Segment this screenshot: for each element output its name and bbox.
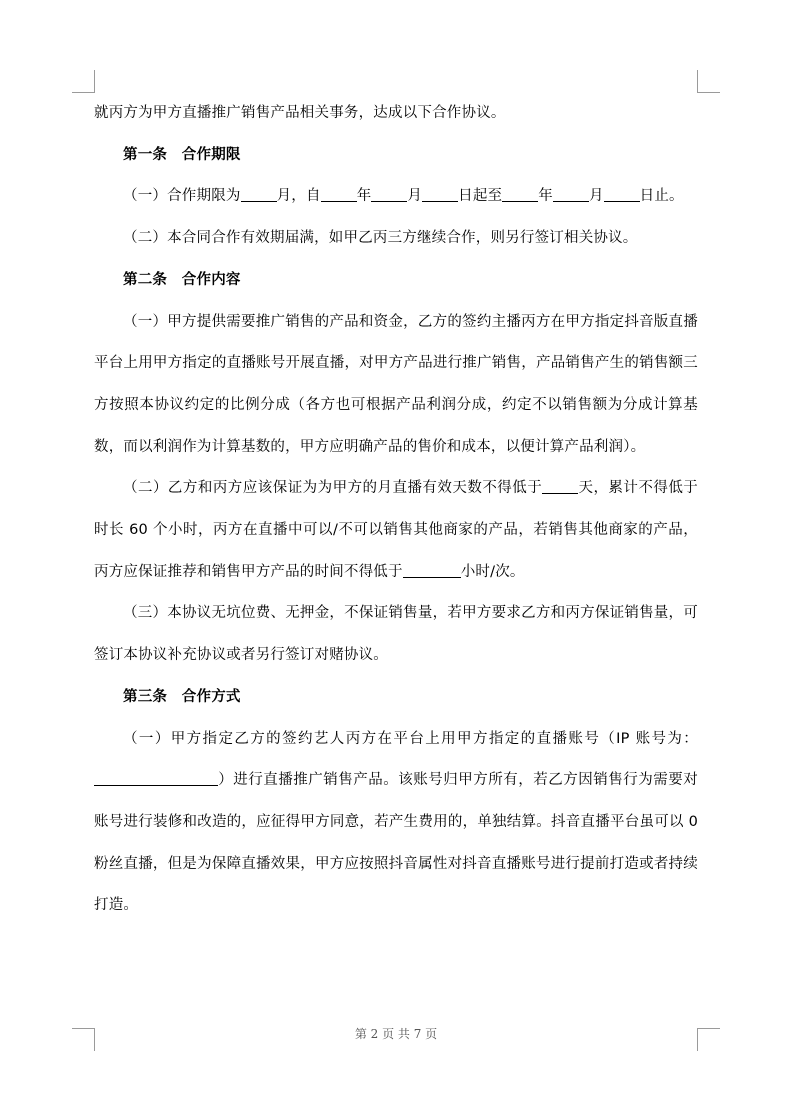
heading-article-3: 第三条 合作方式 — [123, 688, 241, 705]
fill-blank — [553, 185, 589, 202]
paragraph-content-1: （一）甲方提供需要推广销售的产品和资金，乙方的签约主播丙方在甲方指定抖音版直播平台上用甲方指定的直播账号开展直播，对甲方产品进行推广销售，产品销售产生的销售额三方按照本协议约定的比例分成（各方也可根据产品利润分成，约定不以销售额为分成计算基数，而以利润作为计算基数的，甲方应明确产品的售价和成本，以便计算产品利润）。 — [94, 313, 698, 455]
text-run: （二）乙方和丙方应该保证为为甲方的月直播有效天数不得低于 — [123, 480, 543, 497]
fill-blank — [371, 185, 407, 202]
text-run: 年 — [538, 188, 553, 205]
text-run: 日止。 — [639, 188, 684, 205]
paragraph-intro: 就丙方为甲方直播推广销售产品相关事务，达成以下合作协议。 — [94, 105, 506, 121]
text-run: （一）合作期限为 — [123, 188, 241, 205]
paragraph-content-3: （三）本协议无坑位费、无押金，不保证销售量，若甲方要求乙方和丙方保证销售量，可签订本协议补充协议或者另行签订对赌协议。 — [94, 605, 698, 664]
text-run: 年 — [356, 188, 372, 205]
page-footer: 第 2 页 共 7 页 — [354, 1027, 438, 1041]
paragraph-method-1 — [94, 719, 698, 928]
fill-blank — [502, 185, 538, 202]
fill-blank — [321, 185, 357, 202]
heading-article-2: 第二条 合作内容 — [123, 271, 241, 288]
paragraph-renewal: （二）本合同合作有效期届满，如甲乙丙三方继续合作，则另行签订相关协议。 — [123, 230, 638, 247]
crop-mark-top-left — [72, 70, 95, 93]
text-run: 日起至 — [458, 188, 503, 205]
fill-blank — [542, 477, 578, 494]
paragraph-content-2 — [94, 468, 698, 593]
text-run: ）进行直播推广销售产品。该账号归甲方所有，若乙方因销售行为需要对账号进行装修和改造的，应征得甲方同意，若产生费用的，单独结算。抖音直播平台虽可以 0 粉丝直播，但是为保障直播效果，甲方应按照抖音属性对抖音直播账号进行提前打造或者持续打造。 — [94, 772, 698, 914]
heading-article-1: 第一条 合作期限 — [123, 146, 241, 163]
fill-blank — [241, 185, 277, 202]
fill-blank — [604, 185, 640, 202]
text-run: 月 — [588, 188, 604, 205]
fill-blank — [403, 561, 461, 578]
text-run: 小时/次。 — [460, 563, 525, 580]
fill-blank — [94, 769, 218, 786]
crop-mark-top-right — [697, 70, 720, 93]
text-run: 月 — [407, 188, 423, 205]
text-run: （一）甲方指定乙方的签约艺人丙方在平台上用甲方指定的直播账号（IP 账号为： — [123, 730, 698, 747]
document-body — [94, 93, 698, 927]
paragraph-term — [94, 176, 698, 218]
text-run: 月，自 — [276, 188, 321, 205]
text-run: 天，累计不得低于时长 60 个小时，丙方在直播中可以/不可以销售其他商家的产品，若销售其他商家的产品，丙方应保证推荐和销售甲方产品的时间不得低于 — [94, 480, 698, 580]
fill-blank — [422, 185, 458, 202]
